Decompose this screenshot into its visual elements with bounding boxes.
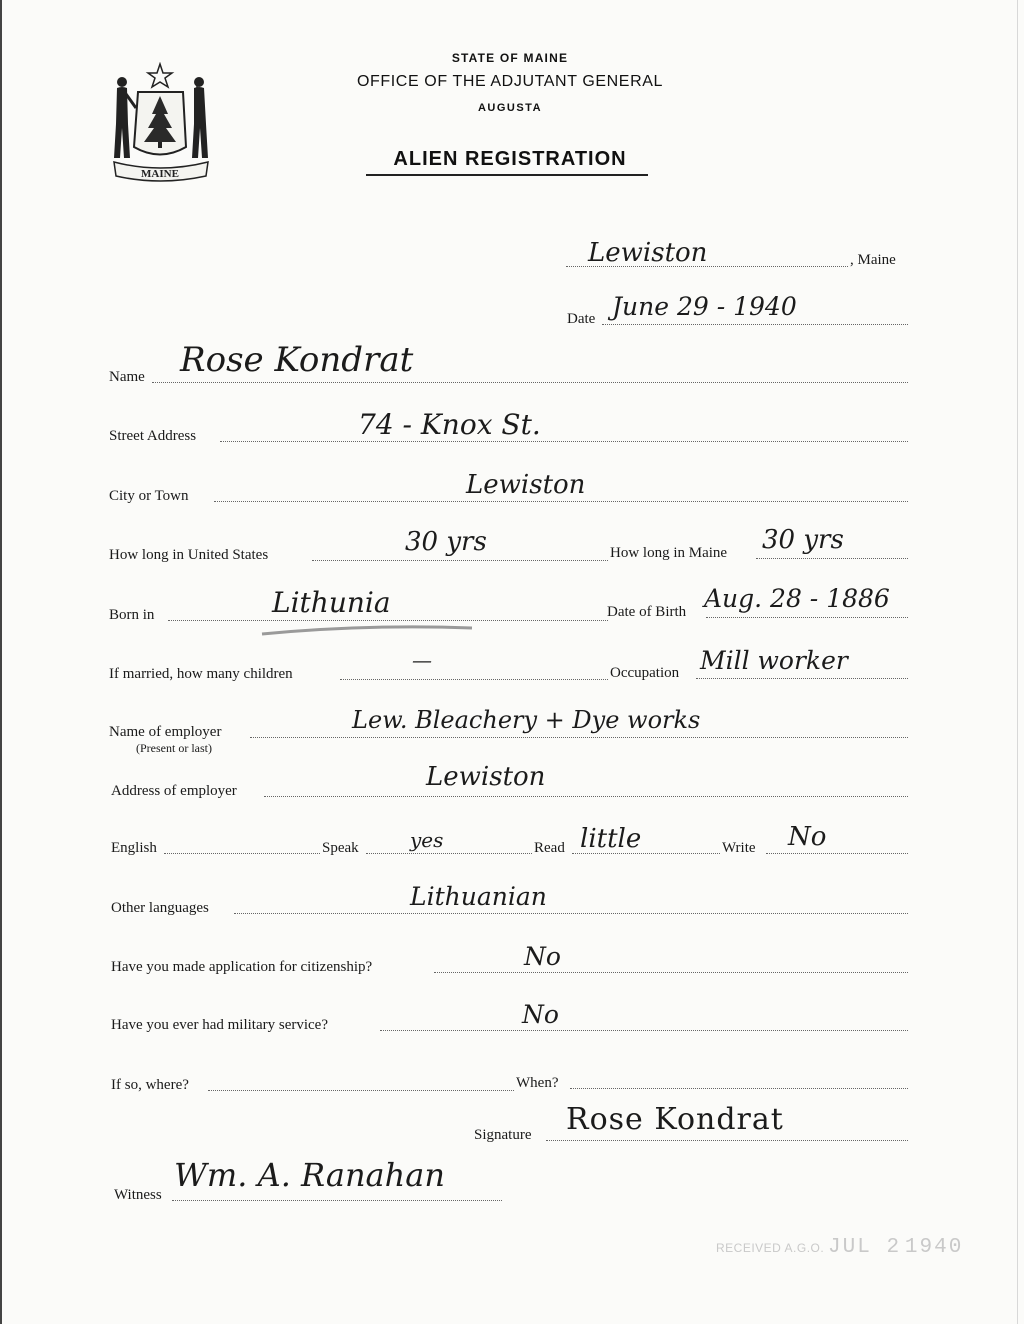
children-line bbox=[340, 679, 608, 680]
office-heading: OFFICE OF THE ADJUTANT GENERAL bbox=[356, 73, 664, 90]
stamp-year: 1940 bbox=[904, 1236, 964, 1259]
employer-line bbox=[250, 737, 908, 738]
employer-address-label: Address of employer bbox=[111, 783, 237, 799]
occupation-line bbox=[696, 678, 908, 679]
state-heading: STATE OF MAINE bbox=[451, 51, 569, 65]
where-label: If so, where? bbox=[111, 1077, 189, 1093]
maine-duration-value: 30 yrs bbox=[762, 525, 844, 555]
employer-address-value: Lewiston bbox=[426, 762, 546, 792]
military-value: No bbox=[522, 1000, 559, 1029]
where-line bbox=[208, 1090, 514, 1091]
signature-value: Rose Kondrat bbox=[566, 1102, 784, 1137]
maine-duration-line bbox=[756, 558, 908, 559]
street-label: Street Address bbox=[109, 428, 197, 444]
other-languages-label: Other languages bbox=[111, 900, 209, 916]
city-label: City or Town bbox=[109, 488, 189, 504]
dob-label: Date of Birth bbox=[607, 604, 687, 620]
employer-sublabel: (Present or last) bbox=[136, 741, 212, 755]
city-heading: AUGUSTA bbox=[477, 102, 543, 114]
name-line bbox=[152, 382, 908, 383]
name-label: Name bbox=[109, 369, 145, 385]
english-label: English bbox=[111, 840, 157, 856]
speak-value: yes bbox=[410, 828, 444, 852]
citizenship-line bbox=[434, 972, 908, 973]
employer-label: Name of employer bbox=[109, 724, 222, 740]
place-value: Lewiston bbox=[588, 238, 708, 268]
military-line bbox=[380, 1030, 908, 1031]
speak-label: Speak bbox=[322, 840, 359, 856]
write-label: Write bbox=[722, 840, 756, 856]
signature-line bbox=[546, 1140, 908, 1141]
dob-value: Aug. 28 - 1886 bbox=[704, 584, 890, 613]
when-line bbox=[570, 1088, 908, 1089]
when-label: When? bbox=[516, 1075, 559, 1091]
dob-line bbox=[706, 617, 908, 618]
born-label: Born in bbox=[109, 607, 155, 623]
place-suffix: , Maine bbox=[850, 252, 896, 268]
born-underline-stroke bbox=[258, 620, 478, 640]
speak-line bbox=[366, 853, 532, 854]
stamp-date: JUL 2 bbox=[828, 1236, 902, 1259]
received-stamp bbox=[716, 1236, 963, 1259]
street-value: 74 - Knox St. bbox=[358, 408, 541, 441]
date-label: Date bbox=[567, 311, 596, 327]
employer-address-line bbox=[264, 796, 908, 797]
write-line bbox=[766, 853, 908, 854]
write-value: No bbox=[788, 822, 827, 852]
date-line bbox=[602, 324, 908, 325]
stamp-text: RECEIVED A.G.O. bbox=[716, 1241, 825, 1255]
witness-value: Wm. A. Ranahan bbox=[174, 1156, 445, 1194]
occupation-label: Occupation bbox=[610, 665, 680, 681]
witness-line bbox=[172, 1200, 502, 1201]
street-line bbox=[220, 441, 908, 442]
citizenship-value: No bbox=[524, 942, 561, 971]
citizenship-label: Have you made application for citizenship? bbox=[111, 959, 373, 975]
other-languages-value: Lithuanian bbox=[410, 882, 547, 911]
us-duration-label: How long in United States bbox=[109, 547, 269, 563]
read-label: Read bbox=[534, 840, 565, 856]
us-duration-line bbox=[312, 560, 608, 561]
maine-seal-logo bbox=[108, 62, 213, 190]
born-value: Lithunia bbox=[272, 586, 391, 619]
english-line bbox=[164, 853, 320, 854]
form-title: ALIEN REGISTRATION bbox=[393, 148, 627, 170]
children-label: If married, how many children bbox=[109, 666, 293, 682]
maine-duration-label: How long in Maine bbox=[610, 545, 728, 561]
read-value: little bbox=[580, 824, 642, 854]
children-value: — bbox=[412, 648, 432, 672]
date-value: June 29 - 1940 bbox=[612, 292, 797, 321]
seal-text: MAINE bbox=[141, 168, 179, 180]
scan-edge-right bbox=[1017, 0, 1018, 1324]
scan-edge bbox=[0, 0, 2, 1324]
witness-label: Witness bbox=[114, 1187, 162, 1203]
employer-value: Lew. Bleachery + Dye works bbox=[352, 706, 701, 734]
signature-label: Signature bbox=[474, 1127, 532, 1143]
occupation-value: Mill worker bbox=[700, 646, 848, 675]
city-value: Lewiston bbox=[466, 470, 586, 500]
name-value: Rose Kondrat bbox=[180, 340, 414, 380]
other-languages-line bbox=[234, 913, 908, 914]
us-duration-value: 30 yrs bbox=[405, 527, 487, 557]
military-label: Have you ever had military service? bbox=[111, 1017, 328, 1033]
city-line bbox=[214, 501, 908, 502]
title-underline bbox=[366, 174, 648, 176]
